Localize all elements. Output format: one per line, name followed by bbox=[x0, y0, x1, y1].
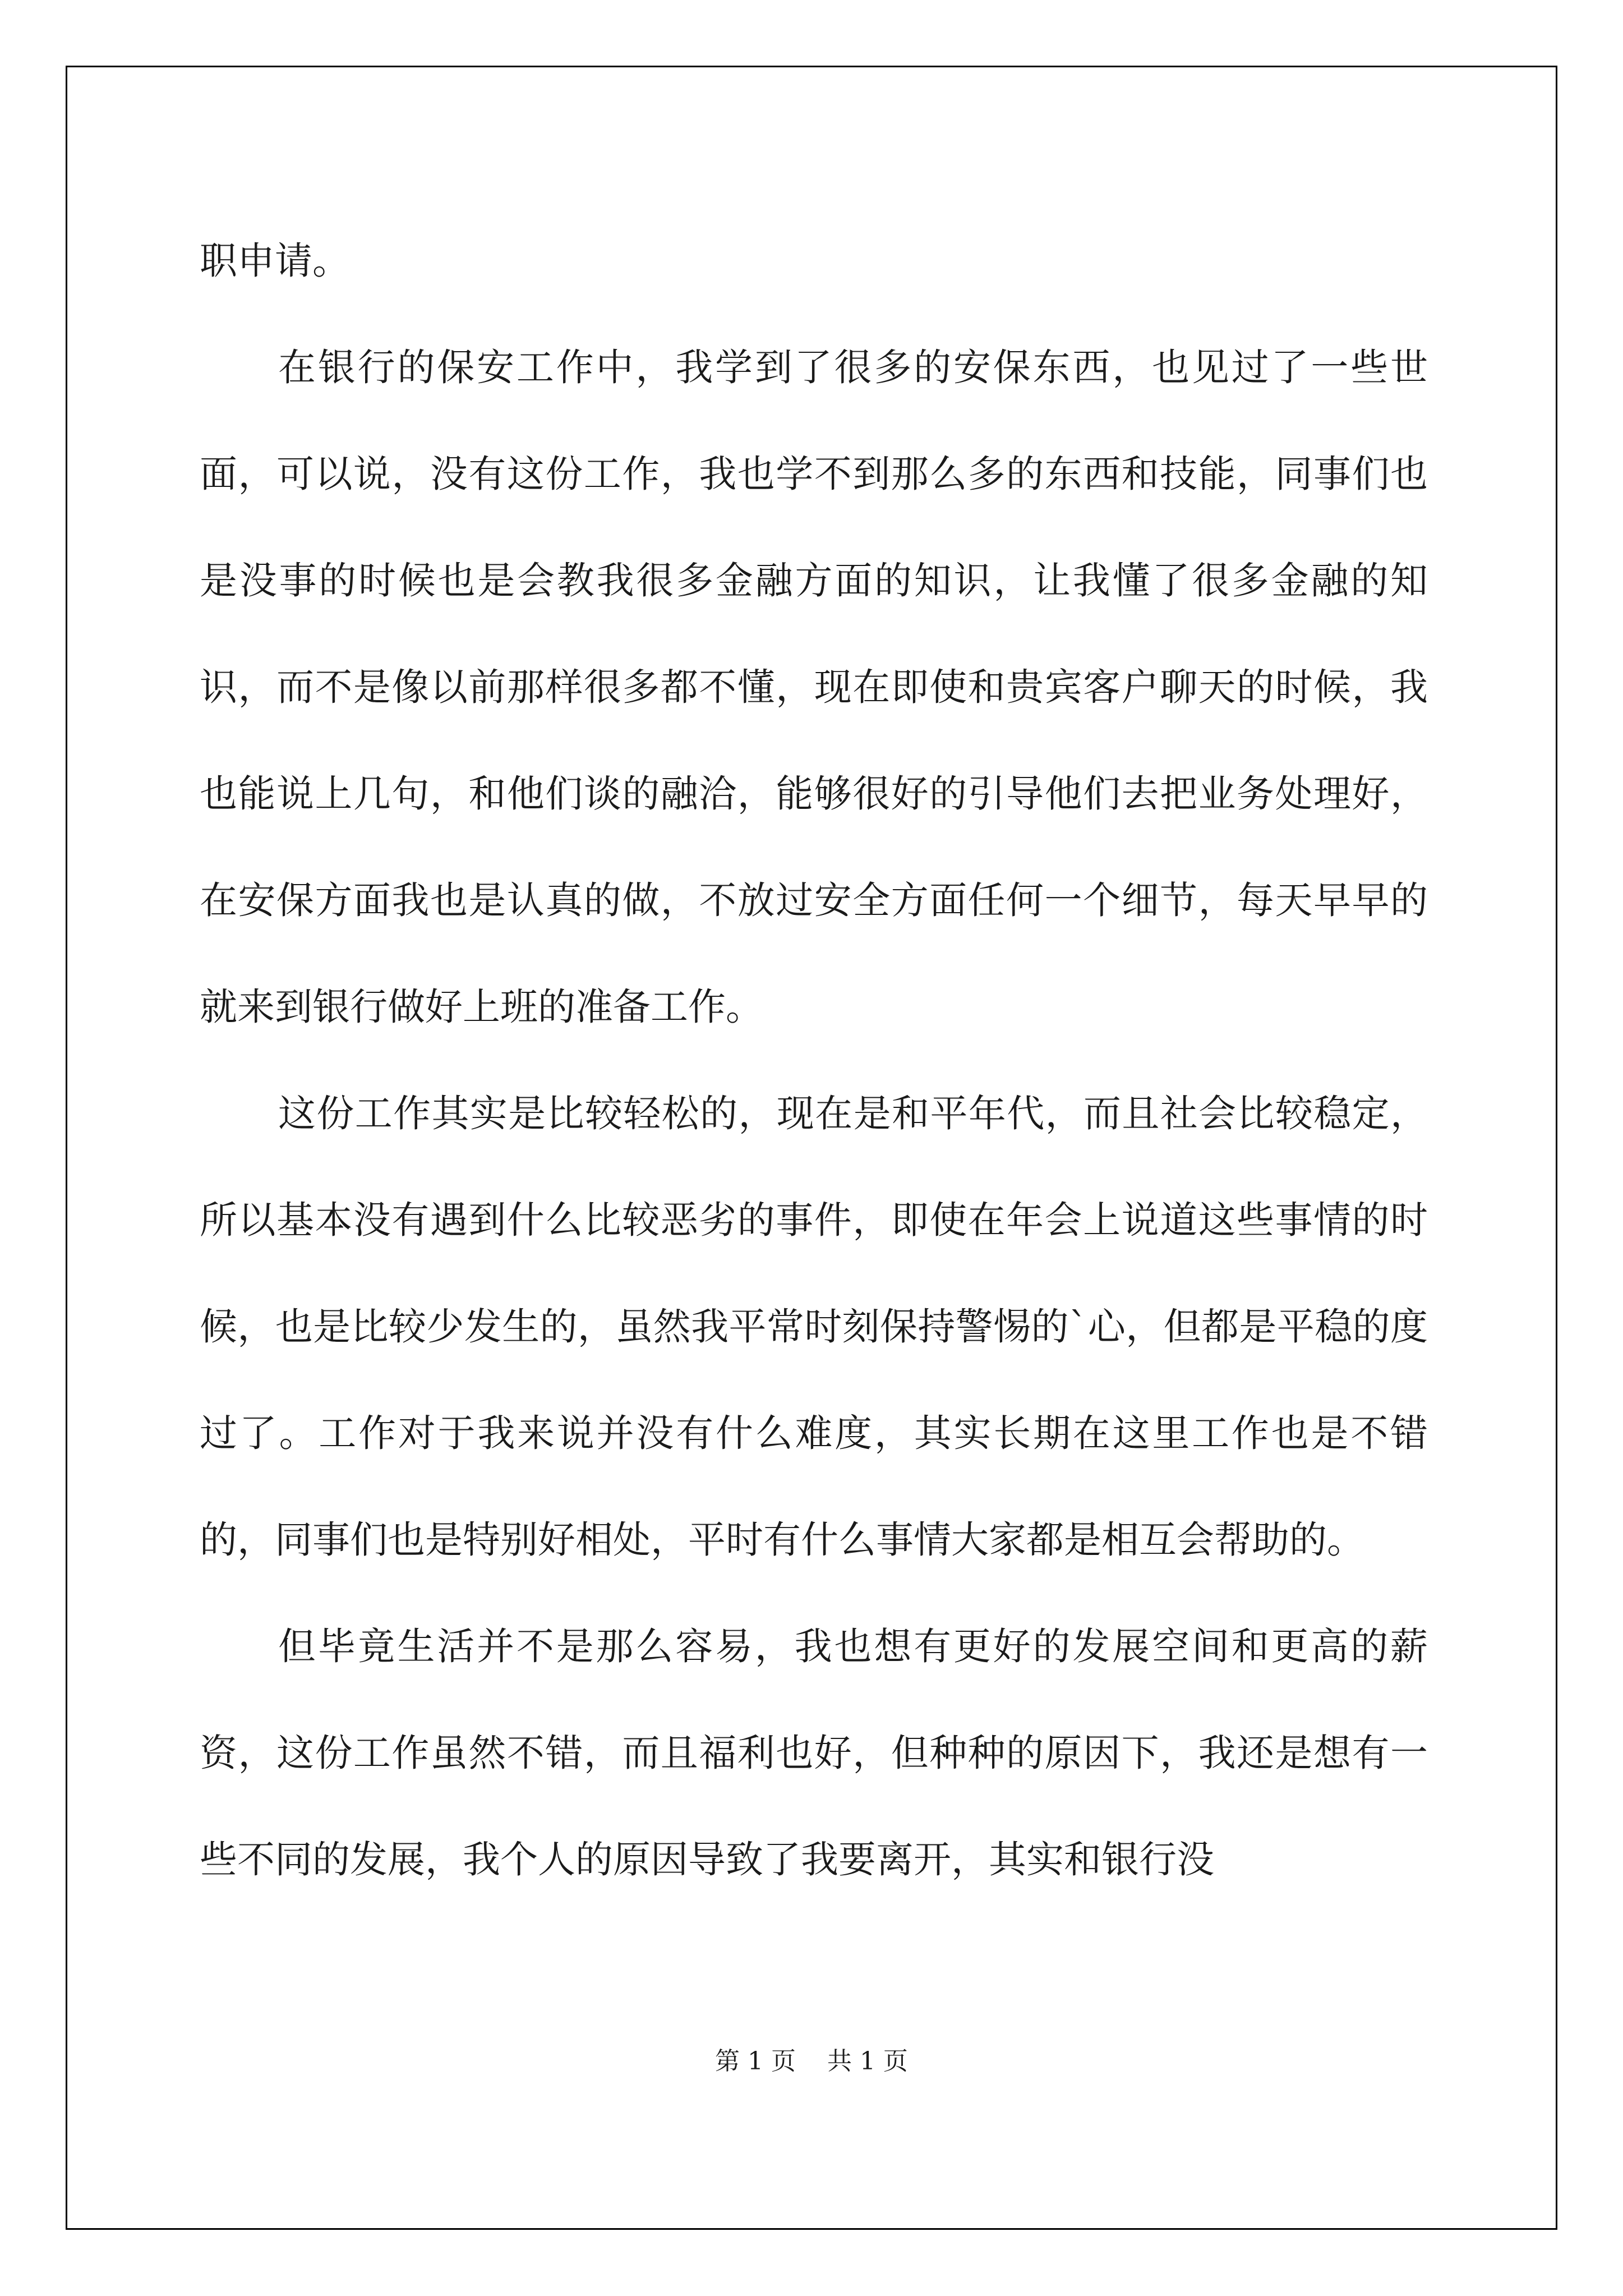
page-number: 第 1 页 共 1 页 bbox=[715, 2047, 908, 2076]
page-footer bbox=[0, 2041, 1623, 2077]
paragraph-continuation: 职申请。 bbox=[200, 239, 350, 283]
paragraph: 这份工作其实是比较轻松的，现在是和平年代，而且社会比较稳定，所以基本没有遇到什么比较恶劣的事件，即使在年会上说道这些事情的时候，也是比较少发生的，虽然我平常时刻保持警惕的`心，但都是平稳的度过了。工作对于我来说并没有什么难度，其实长期在这里工作也是不错的，同事们也是特别好相处，平时有什么事情大家都是相互会帮助的。 bbox=[200, 1092, 1428, 1562]
paragraph: 在银行的保安工作中，我学到了很多的安保东西，也见过了一些世面，可以说，没有这份工作，我也学不到那么多的东西和技能，同事们也是没事的时候也是会教我很多金融方面的知识，让我懂了很多金融的知识，而不是像以前那样很多都不懂，现在即使和贵宾客户聊天的时候，我也能说上几句，和他们谈的融洽，能够很好的引导他们去把业务处理好，在安保方面我也是认真的做，不放过安全方面任何一个细节，每天早早的就来到银行做好上班的准备工作。 bbox=[200, 346, 1428, 1029]
paragraph: 但毕竟生活并不是那么容易，我也想有更好的发展空间和更高的薪资，这份工作虽然不错，而且福利也好，但种种的原因下，我还是想有一些不同的发展，我个人的原因导致了我要离开，其实和银行没 bbox=[200, 1625, 1428, 1881]
document-body bbox=[200, 208, 1428, 1913]
